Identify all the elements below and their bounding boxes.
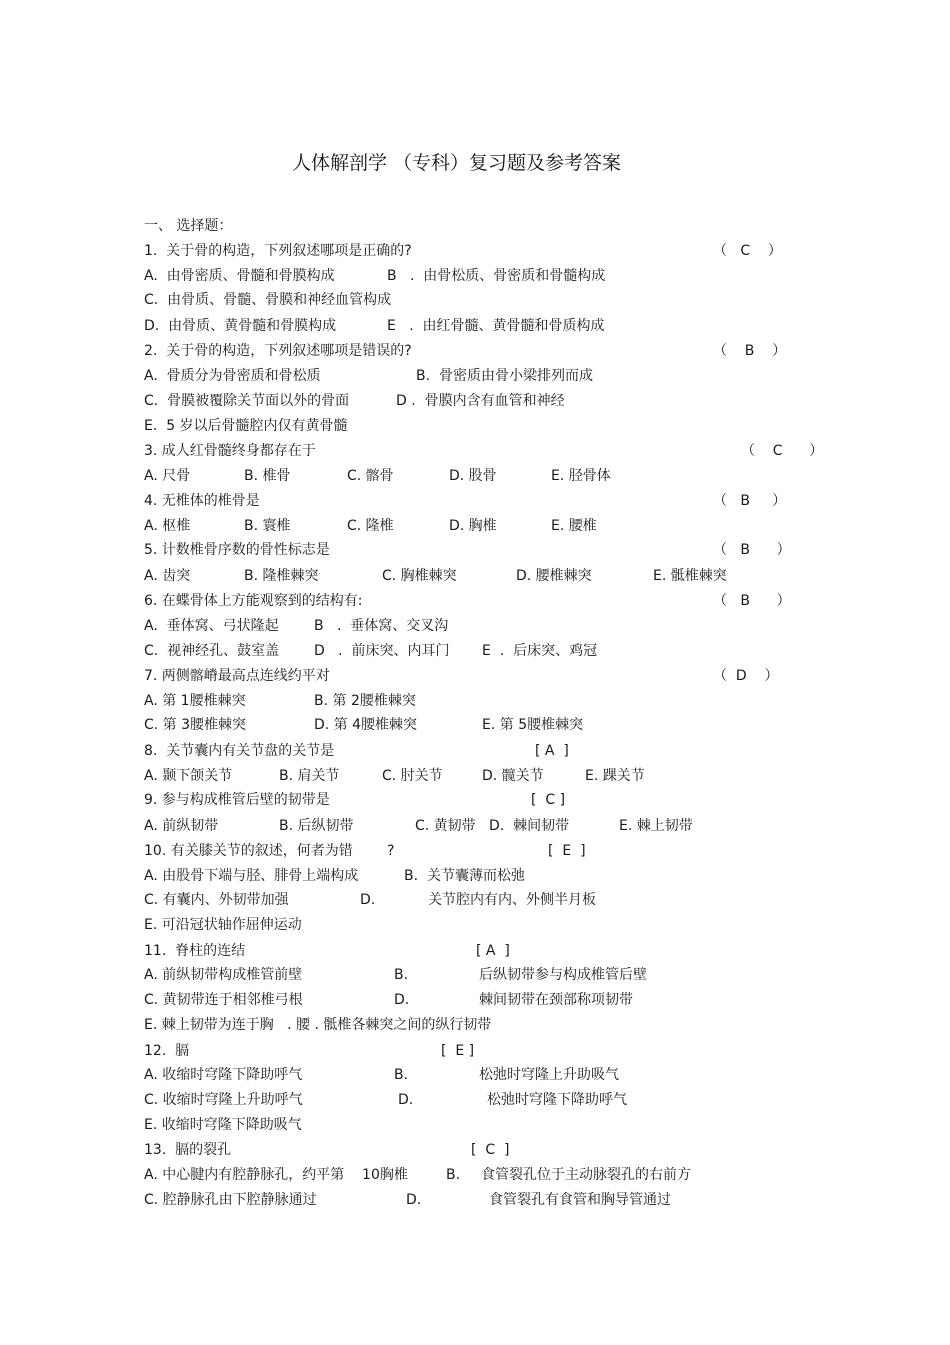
question-line-part: 4. 无椎体的椎骨是 — [144, 493, 260, 509]
question-line-part: B. — [394, 967, 409, 983]
question-line-part: 5. 计数椎骨序数的骨性标志是 — [144, 542, 330, 558]
question-line-part: [ C ] — [531, 792, 566, 808]
question-line-part: 3. 成人红骨髓终身都存在于 — [144, 443, 316, 459]
question-line-part: 2. 关于骨的构造，下列叙述哪项是错误的? — [144, 343, 412, 359]
question-line-part: B. 寰椎 — [244, 518, 291, 534]
question-line-part: [ C ] — [471, 1142, 510, 1158]
question-line-part: B. 肩关节 — [279, 768, 340, 784]
question-line-part: E. 棘上韧带为连于胸 . 腰 . 骶椎各棘突之间的纵行韧带 — [144, 1017, 492, 1033]
question-line-part: D. — [406, 1192, 422, 1208]
question-line-part: A. 由股骨下端与胫、腓骨上端构成 — [144, 868, 359, 884]
question-line-part: D. 髋关节 — [482, 768, 544, 784]
question-line-part: E. 5 岁以后骨髓腔内仅有黄骨髓 — [144, 418, 348, 434]
question-line-part: E. 棘上韧带 — [619, 818, 693, 834]
question-line-part: B. — [446, 1167, 461, 1183]
section-heading: 一、 选择题： — [144, 218, 233, 234]
question-line-part: D. — [360, 892, 376, 908]
question-line-part: （ B ） — [713, 593, 791, 609]
question-line-part: D. 由骨质、黄骨髓和骨膜构成 — [144, 318, 337, 334]
question-line-part: [ A ] — [476, 943, 510, 959]
question-line-part: 松弛时穹隆上升助吸气 — [479, 1067, 619, 1083]
question-line-part: 7. 两侧髂嵴最高点连线约平对 — [144, 668, 330, 684]
question-line-part: 关节腔内有内、外侧半月板 — [428, 892, 596, 908]
question-line-part: E. 骶椎棘突 — [653, 568, 727, 584]
question-line-part: D. — [394, 992, 410, 1008]
question-line-part: A. 第 1腰椎棘突 — [144, 693, 246, 709]
question-line-part: C. 肘关节 — [382, 768, 443, 784]
question-line-part: D. — [398, 1092, 414, 1108]
question-line-part: B. 椎骨 — [244, 468, 291, 484]
question-line-part: D. 股骨 — [449, 468, 497, 484]
question-line-part: （ B ） — [713, 493, 787, 509]
question-line-part: D. 腰椎棘突 — [516, 568, 592, 584]
question-line-part: 食管裂孔有食管和胸导管通过 — [489, 1192, 671, 1208]
question-line-part: E. 第 5腰椎棘突 — [482, 717, 584, 733]
question-line-part: B . 垂体窝、交叉沟 — [314, 618, 449, 634]
question-line-part: A. 齿突 — [144, 568, 191, 584]
question-line-part: （ C ） — [713, 243, 782, 259]
question-line-part: E. 可沿冠状轴作屈伸运动 — [144, 917, 302, 933]
question-line-part: [ E ] — [441, 1043, 475, 1059]
question-line-part: D. 胸椎 — [449, 518, 497, 534]
question-line-part: C. 视神经孔、鼓室盖 — [144, 643, 280, 659]
question-line-part: C. 胸椎棘突 — [382, 568, 457, 584]
question-line-part: B. — [394, 1067, 409, 1083]
question-line-part: C. 腔静脉孔由下腔静脉通过 — [144, 1192, 317, 1208]
question-line-part: C. 第 3腰椎棘突 — [144, 717, 247, 733]
question-line-part: 10. 有关膝关节的叙述，何者为错 — [144, 843, 353, 859]
question-line-part: 松弛时穹隆下降助呼气 — [487, 1092, 627, 1108]
question-line-part: E. 腰椎 — [551, 518, 597, 534]
question-line-part: A. 收缩时穹隆下降助呼气 — [144, 1067, 303, 1083]
question-line-part: （ D ） — [713, 668, 779, 684]
question-line-part: 11. 脊柱的连结 — [144, 943, 246, 959]
question-line-part: C. 骨膜被覆除关节面以外的骨面 — [144, 393, 350, 409]
question-line-part: A. 尺骨 — [144, 468, 191, 484]
question-line-part: A. 垂体窝、弓状隆起 — [144, 618, 279, 634]
question-line-part: 后纵韧带参与构成椎管后壁 — [479, 967, 647, 983]
question-line-part: C. 收缩时穹隆上升助呼气 — [144, 1092, 303, 1108]
question-line-part: A. 颞下颌关节 — [144, 768, 233, 784]
question-line-part: A. 前纵韧带 — [144, 818, 219, 834]
question-line-part: C. 髂骨 — [347, 468, 394, 484]
question-line-part: C. 由骨质、骨髓、骨膜和神经血管构成 — [144, 292, 392, 308]
question-line-part: D. 棘间韧带 — [489, 818, 570, 834]
question-line-part: B. 关节囊薄而松弛 — [404, 868, 525, 884]
question-line-part: [ E ] — [548, 843, 586, 859]
question-line-part: B. 骨密质由骨小梁排列而成 — [416, 368, 593, 384]
question-line-part: C. 黄韧带 — [415, 818, 476, 834]
question-line-part: 12. 膈 — [144, 1043, 190, 1059]
question-line-part: B. 后纵韧带 — [279, 818, 354, 834]
question-line-part: A. 中心腱内有腔静脉孔，约平第 10胸椎 — [144, 1167, 408, 1183]
question-line-part: C. 隆椎 — [347, 518, 394, 534]
question-line-part: C. 黄韧带连于相邻椎弓根 — [144, 992, 303, 1008]
question-line-part: 9. 参与构成椎管后壁的韧带是 — [144, 792, 330, 808]
question-line-part: 8. 关节囊内有关节盘的关节是 — [144, 743, 335, 759]
question-line-part: 食管裂孔位于主动脉裂孔的右前方 — [481, 1167, 691, 1183]
question-line-part: A. 骨质分为骨密质和骨松质 — [144, 368, 321, 384]
question-line-part: 棘间韧带在颈部称项韧带 — [479, 992, 633, 1008]
question-line-part: D . 前床突、内耳门 — [314, 643, 450, 659]
question-line-part: E. 收缩时穹隆下降助吸气 — [144, 1117, 302, 1133]
question-line-part: 13. 膈的裂孔 — [144, 1142, 232, 1158]
question-line-part: B . 由骨松质、骨密质和骨髓构成 — [387, 268, 606, 284]
question-line-part: A. 由骨密质、骨髓和骨膜构成 — [144, 268, 335, 284]
question-line-part: A. 枢椎 — [144, 518, 191, 534]
question-line-part: E . 后床突、鸡冠 — [482, 643, 598, 659]
question-line-part: D . 骨膜内含有血管和神经 — [396, 393, 565, 409]
question-line-part: E. 胫骨体 — [551, 468, 611, 484]
question-line-part: D. 第 4腰椎棘突 — [314, 717, 418, 733]
question-line-part: E. 踝关节 — [585, 768, 645, 784]
question-line-part: [ A ] — [535, 743, 569, 759]
question-line-part: （ C ） — [741, 443, 824, 459]
page-title: 人体解剖学 （专科）复习题及参考答案 — [292, 152, 622, 174]
question-line-part: E . 由红骨髓、黄骨髓和骨质构成 — [387, 318, 605, 334]
question-line-part: C. 有囊内、外韧带加强 — [144, 892, 289, 908]
question-line-part: ? — [387, 843, 395, 859]
question-line-part: B. 第 2腰椎棘突 — [314, 693, 416, 709]
question-line-part: （ B ） — [713, 542, 791, 558]
question-line-part: （ B ） — [713, 343, 787, 359]
question-line-part: B. 隆椎棘突 — [244, 568, 319, 584]
question-line-part: A. 前纵韧带构成椎管前壁 — [144, 967, 303, 983]
question-line-part: 1. 关于骨的构造，下列叙述哪项是正确的? — [144, 243, 412, 259]
question-line-part: 6. 在蝶骨体上方能观察到的结构有: — [144, 593, 363, 609]
